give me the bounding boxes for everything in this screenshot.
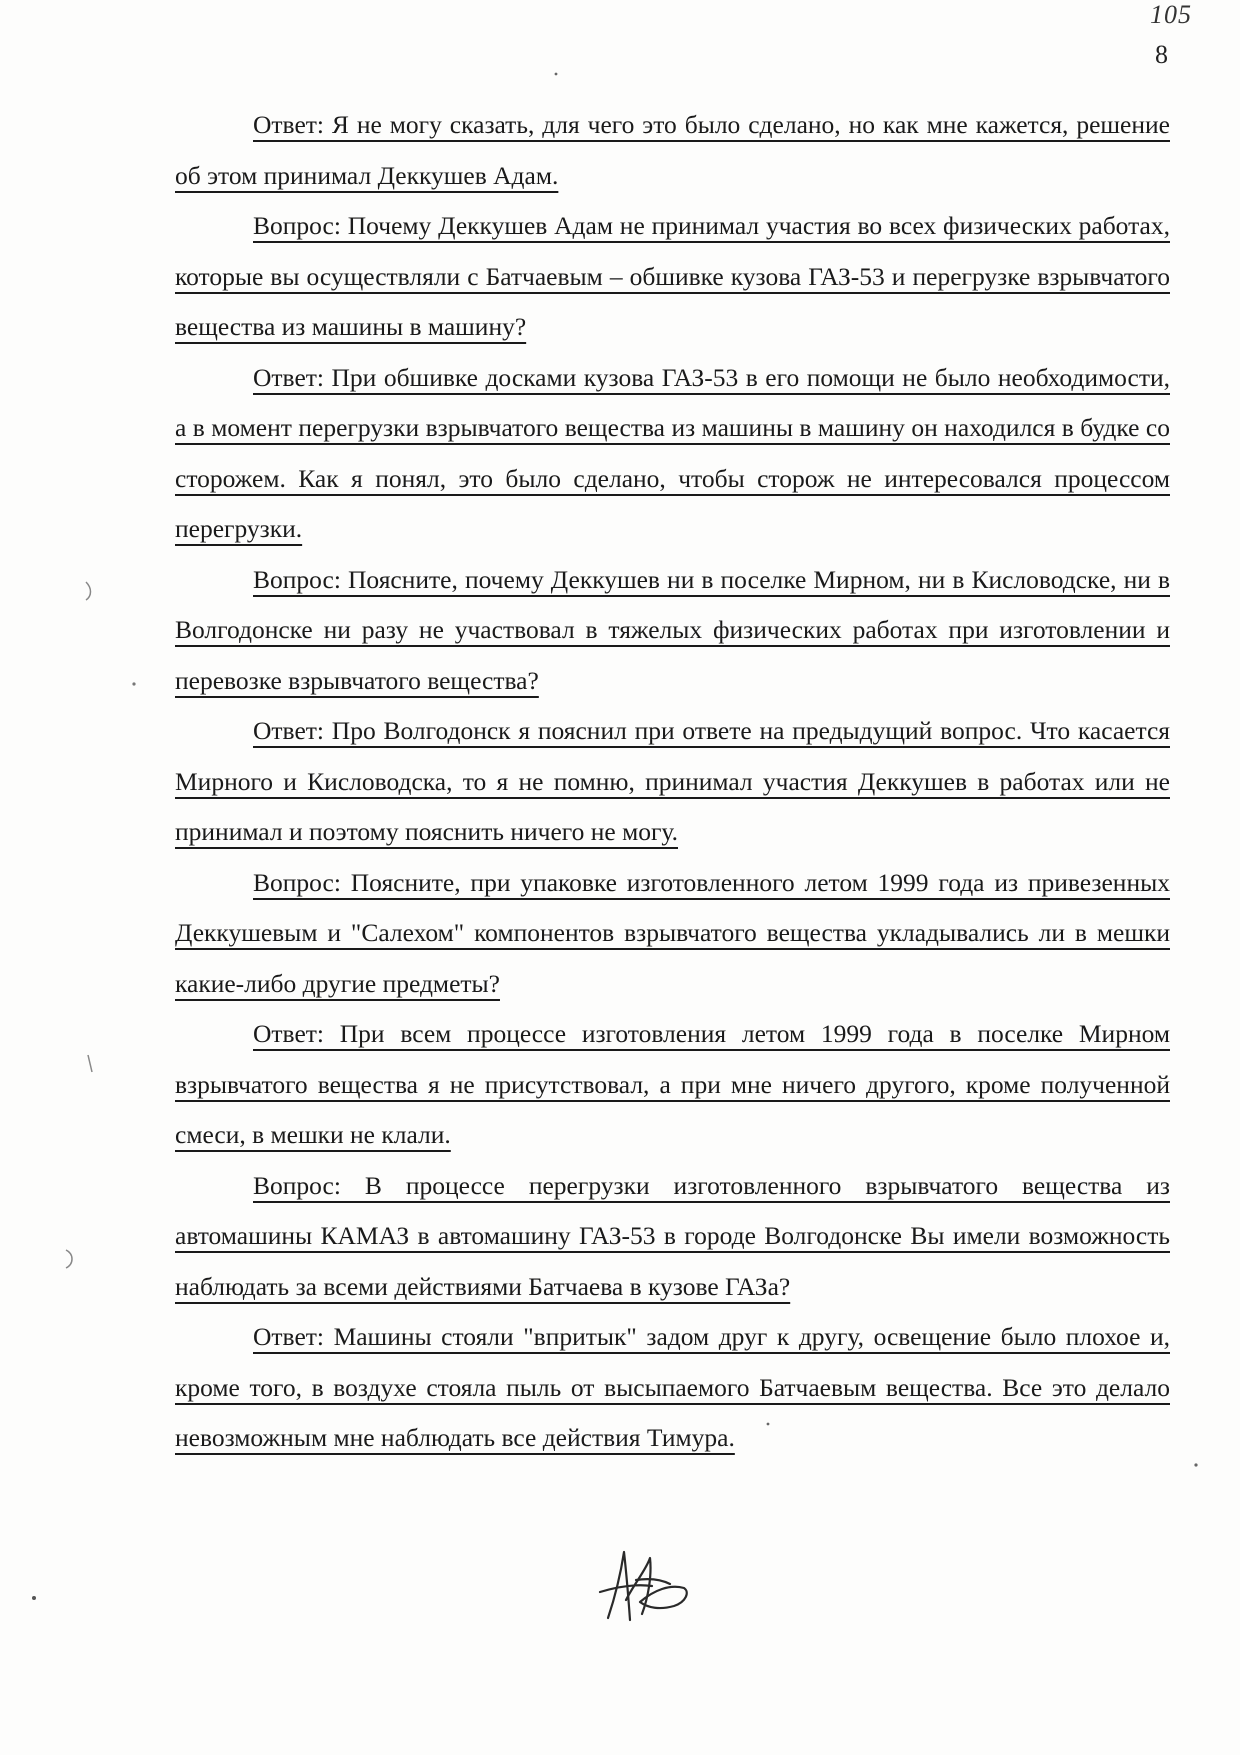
answer-paragraph: Ответ: Машины стояли "впритык" задом друг к другу, освещение было плохое и, кроме того, в воздухе стояла пыль от высыпаемого Батчаевым вещества. Все это делало невозможным мне наблюдать все действия Тимура.: [175, 1322, 1170, 1452]
question-paragraph: Вопрос: Почему Деккушев Адам не принимал участия во всех физических работах, которые вы осуществляли с Батчаевым – обшивке кузова ГАЗ-53 и перегрузке взрывчатого вещества из машины в машину?: [175, 211, 1170, 341]
handwritten-signature-icon: [590, 1540, 700, 1635]
page-number: 8: [1155, 40, 1168, 69]
answer-paragraph: Ответ: Я не могу сказать, для чего это было сделано, но как мне кажется, решение об этом принимал Деккушев Адам.: [175, 110, 1170, 190]
answer-paragraph: Ответ: При обшивке досками кузова ГАЗ-53 в его помощи не было необходимости, а в момент перегрузки взрывчатого вещества из машины в машину он находился в будке со сторожем. Как я понял, это было сделано, чтобы сторож не интересовался процессом перегрузки.: [175, 362, 1170, 543]
answer-paragraph: Ответ: Про Волгодонск я пояснил при ответе на предыдущий вопрос. Что касается Мирного и Кисловодска, то я не помню, принимал участия Деккушев в работах или не принимал и поэтому пояснить ничего не могу.: [175, 716, 1170, 846]
question-paragraph: Вопрос: В процессе перегрузки изготовленного взрывчатого вещества из автомашины КАМАЗ в автомашину ГАЗ-53 в городе Волгодонске Вы имели возможность наблюдать за всеми действиями Батчаева в кузове ГАЗа?: [175, 1170, 1170, 1301]
answer-paragraph: Ответ: При всем процессе изготовления летом 1999 года в поселке Мирном взрывчатого вещества я не присутствовал, а при мне ничего другого, кроме полученной смеси, в мешки не клали.: [175, 1019, 1170, 1149]
question-paragraph: Вопрос: Поясните, при упаковке изготовленного летом 1999 года из привезенных Деккушевым и "Салехом" компонентов взрывчатого вещества укладывались ли в мешки какие-либо другие предметы?: [175, 867, 1170, 998]
transcript-body: [175, 100, 1170, 1464]
question-paragraph: Вопрос: Поясните, почему Деккушев ни в поселке Мирном, ни в Кисловодске, ни в Волгодонске ни разу не участвовал в тяжелых физических работах при изготовлении и перевозке взрывчатого вещества?: [175, 564, 1170, 695]
archive-number: 105: [1150, 0, 1192, 29]
